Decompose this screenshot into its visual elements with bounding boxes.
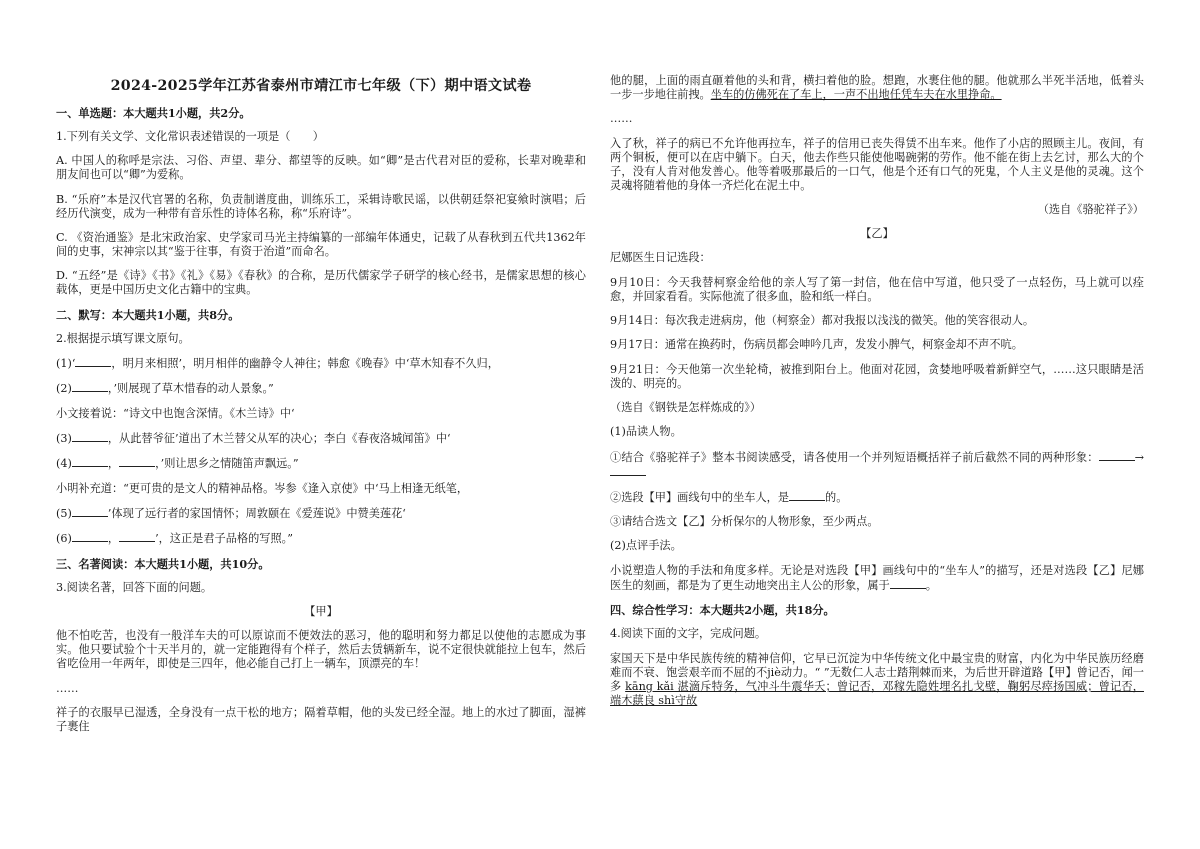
diary-entry-4: 9月21日：今天他第一次坐轮椅，被推到阳台上。他面对花园，贪婪地呼吸着新鲜空气，……这只眼睛是活泼的、明亮的。 [610, 362, 1144, 390]
diary-entry-3: 9月17日：通常在换药时，伤病员都会呻吟几声，发发小脾气，柯察金却不声不吭。 [610, 338, 1023, 352]
q2-5-suffix: ’体现了远行者的家国情怀；周敦颐在《爱莲说》中赞美莲花‘ [107, 506, 406, 520]
answer-blank[interactable] [75, 356, 111, 367]
answer-blank[interactable] [72, 381, 108, 392]
q1-option-d: D. “五经”是《诗》《书》《礼》《易》《春秋》的合称，是历代儒家学子研学的核心经书，是儒家思想的核心载体，更是中国历史文化古籍中的宝典。 [56, 269, 586, 297]
q2-line-2 [56, 381, 586, 396]
q2-6-prefix: (6) [56, 532, 72, 546]
passage-yi-intro: 尼娜医生日记选段： [610, 251, 711, 265]
left-column [56, 74, 586, 744]
q2-6-sep: ， [107, 532, 120, 546]
q3-1b-suffix: 的。 [825, 490, 848, 504]
section-2-heading: 二、默写：本大题共1小题，共8分。 [56, 307, 240, 322]
passage-jia-cont-text: 他的腿，上面的雨直砸着他的头和背，横扫着他的脸。想跑，水裹住他的腿。他就那么半死半活地，低着头一步一步地往前拽。 [610, 74, 1144, 101]
q2-2-suffix: ，’则展现了草木惜春的动人景象。” [107, 382, 274, 396]
q3-2-prefix: 小说塑造人物的手法和角度多样。无论是对选段【甲】画线句中的“坐车人”的描写，还是对选段【乙】尼娜医生的刻画，都是为了更生动地突出主人公的形象，属于 [610, 563, 1144, 592]
answer-blank[interactable] [890, 578, 926, 589]
section-3-heading: 三、名著阅读：本大题共1小题，共10分。 [56, 556, 270, 571]
q4-underlined-text: kāng kǎi 湛滴斥特务，气冲斗牛震华夭；曾记否，邓稼先隐姓埋名扎戈壁，鞠躬尽瘁扬国威；曾记否，端木蕻良 shì守故 [610, 679, 1144, 707]
ellipsis: …… [56, 681, 79, 695]
q2-intro-2: 小文接着说：“诗文中也饱含深情。《木兰诗》中‘ [56, 406, 295, 420]
answer-blank[interactable] [119, 456, 155, 467]
q2-5-prefix: (5) [56, 506, 72, 520]
q2-3-prefix: (3) [56, 432, 72, 446]
q3-part-1c: ③请结合选文【乙】分析保尔的人物形象，至少两点。 [610, 515, 879, 529]
answer-blank[interactable] [72, 506, 108, 517]
q2-3-suffix: ，从此替爷征’道出了木兰替父从军的决心；李白《春夜洛城闻笛》中‘ [107, 432, 451, 446]
answer-blank[interactable] [789, 490, 825, 501]
right-column [610, 74, 1144, 718]
diary-entry-2: 9月14日：每次我走进病房，他（柯察金）都对我报以浅浅的微笑。他的笑容很动人。 [610, 314, 1035, 328]
passage-jia-p1: 他不怕吃苦，也没有一般洋车夫的可以原谅而不便效法的恶习，他的聪明和努力都足以使他的志愿成为事实。他只要试验个十天半月的，就一定能跑得有个样子，然后去赁辆新车，说不定很快就能拉上包车，然后省吃俭用一年两年，即使是三四年，他必能自己打上一辆车，顶漂亮的车！ [56, 629, 586, 671]
q2-line-6 [56, 531, 586, 546]
q1-option-c: C. 《资治通鉴》是北宋政治家、史学家司马光主持编纂的一部编年体通史，记载了从春秋到五代共1362年间的史事，宋神宗以其“鉴于往事，有资于治道”而命名。 [56, 230, 586, 258]
q4-passage [610, 652, 1144, 708]
passage-jia-p2: 祥子的衣服早已湿透，全身没有一点干松的地方；隔着草帽，他的头发已经全湿。地上的水过了脚面，湿裤子裹住 [56, 705, 586, 733]
q3-1a-text: ①结合《骆驼祥子》整本书阅读感受，请各使用一个并列短语概括祥子前后截然不同的两种形象： [610, 450, 1099, 464]
q2-1-prefix: (1)‘ [56, 357, 76, 371]
arrow-glyph: → [1134, 450, 1144, 464]
passage-jia-label: 【甲】 [304, 605, 338, 619]
q1-option-b: B. “乐府”本是汉代官署的名称，负责制谱度曲，训练乐工，采辑诗歌民谣，以供朝廷祭祀宴飨时演唱；后经历代演变，成为一种带有音乐性的诗体名称，称“乐府诗”。 [56, 192, 586, 220]
source-note-2: （选自《钢铁是怎样炼成的》） [610, 400, 762, 414]
q2-2-prefix: (2) [56, 382, 72, 396]
diary-entry-1: 9月10日：今天我替柯察金给他的亲人写了第一封信，他在信中写道，他只受了一点轻伤，马上就可以痊愈，并回家看看。实际他流了很多血，脸和纸一样白。 [610, 275, 1144, 303]
q2-line-4 [56, 456, 586, 471]
section-4-heading: 四、综合性学习：本大题共2小题，共18分。 [610, 603, 835, 618]
q3-part-2-text [610, 564, 1144, 593]
section-1-heading: 一、单选题：本大题共1小题，共2分。 [56, 105, 251, 120]
passage-yi-label: 【乙】 [860, 227, 894, 241]
answer-blank[interactable] [72, 456, 108, 467]
passage-jia-p3: 入了秋，祥子的病已不允许他再拉车，祥子的信用已丧失得赁不出车来。他作了小店的照顾主儿。夜间，有两个铜板，便可以在店中躺下。白天，他去作些只能使他喝碗粥的劳作。他不能在街上去乞讨，那么大的个子，没有人肯对他发善心。他等着吸那最后的一口气，他是个还有口气的死鬼，个人主义是他的灵魂。这个灵魂将随着他的身体一齐烂化在泥土中。 [610, 136, 1144, 192]
source-note-1: （选自《骆驼祥子》） [1037, 202, 1144, 216]
q3-1b-prefix: ②选段【甲】画线句中的坐车人，是 [610, 490, 790, 504]
q2-stem: 2.根据提示填写课文原句。 [56, 331, 190, 345]
q3-part-1a [610, 450, 1144, 480]
q2-intro-3: 小明补充道：“更可贵的是文人的精神品格。岑参《逢入京使》中‘马上相逢无纸笔， [56, 481, 469, 495]
q2-line-1 [56, 356, 586, 371]
q3-part-1b [610, 490, 1144, 505]
ellipsis: …… [610, 112, 633, 126]
q3-stem: 3.阅读名著，回答下面的问题。 [56, 580, 213, 594]
q4-passage-text: 家国天下是中华民族传统的精神信仰，它早已沉淀为中华传统文化中最宝贵的财富，内化为中华民族历经磨难而不衰、饱尝艰辛而不屈的不jiè动力。“ ”无数仁人志士踏荆棘而来，为后世开辟道路【甲】曾记否，闻一多 [610, 651, 1144, 693]
q1-option-a: A. 中国人的称呼是宗法、习俗、声望、辈分、都望等的反映。如“卿”是古代君对臣的爱称，长辈对晚辈和朋友间也可以“卿”为爱称。 [56, 154, 586, 182]
q2-line-3 [56, 431, 586, 446]
q3-2-suffix: 。 [925, 578, 937, 592]
answer-blank[interactable] [1099, 450, 1135, 461]
q3-part-1: (1)品读人物。 [610, 425, 682, 439]
exam-title: 2024-2025学年江苏省泰州市靖江市七年级（下）期中语文试卷 [110, 78, 532, 94]
underlined-sentence: 坐车的仿佛死在了车上，一声不出地任凭车夫在水里挣命。 [710, 88, 1002, 101]
answer-blank[interactable] [119, 531, 155, 542]
answer-blank[interactable] [610, 465, 646, 476]
q2-1-suffix: ，明月来相照’，明月相伴的幽静令人神往；韩愈《晚春》中‘草木知春不久归， [111, 357, 499, 371]
q2-4-suffix: ，’则让思乡之情随笛声飘远。” [155, 457, 299, 471]
answer-blank[interactable] [72, 431, 108, 442]
q3-part-2: (2)点评手法。 [610, 539, 682, 553]
passage-jia-continued [610, 74, 1144, 102]
q2-line-5 [56, 506, 586, 521]
q2-4-prefix: (4) [56, 457, 72, 471]
answer-blank[interactable] [72, 531, 108, 542]
q1-stem: 1.下列有关文学、文化常识表述错误的一项是（ ） [56, 130, 324, 144]
q2-4-sep: ， [107, 457, 120, 471]
q4-stem: 4.阅读下面的文字，完成问题。 [610, 627, 767, 641]
q2-6-suffix: ’，这正是君子品格的写照。” [155, 532, 293, 546]
